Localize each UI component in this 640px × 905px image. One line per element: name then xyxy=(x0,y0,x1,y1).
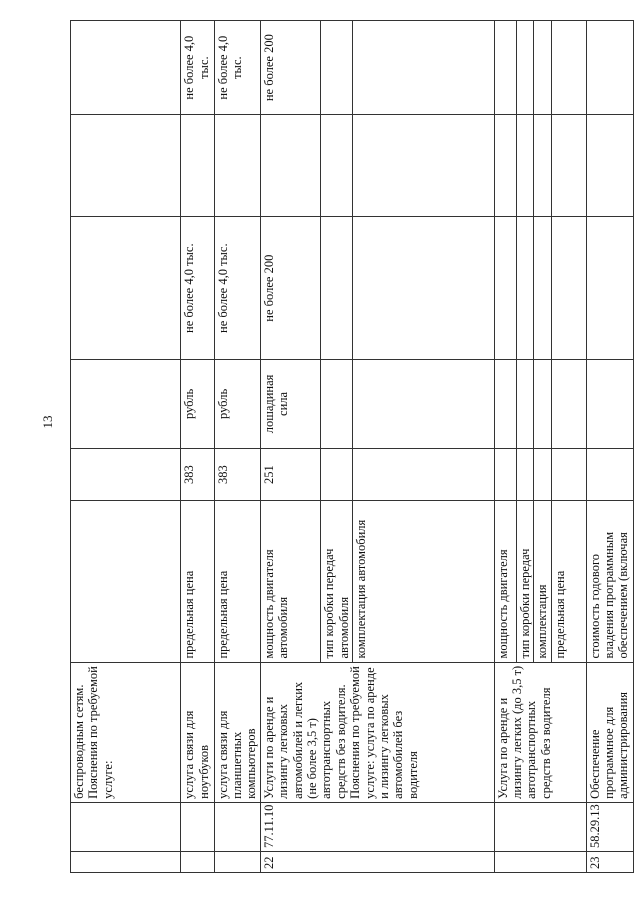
okpd-code-cell xyxy=(181,802,214,851)
row-number-cell: 22 xyxy=(260,851,494,872)
okei-code-cell xyxy=(353,449,495,501)
value-cell xyxy=(353,115,495,217)
row-number-cell: 23 xyxy=(586,851,633,872)
unit-cell xyxy=(494,359,516,448)
unit-cell xyxy=(551,359,586,448)
okei-code-cell xyxy=(321,449,353,501)
okpd-code-cell xyxy=(71,802,181,851)
value-cell xyxy=(494,21,516,115)
unit-cell xyxy=(353,359,495,448)
value-cell xyxy=(516,217,533,359)
characteristic-cell: предельная цена xyxy=(551,501,586,662)
value-cell xyxy=(551,115,586,217)
row-number-cell xyxy=(181,851,214,872)
value-cell xyxy=(586,21,633,115)
value-cell xyxy=(534,217,551,359)
value-cell xyxy=(516,115,533,217)
value-cell xyxy=(353,21,495,115)
unit-cell: лошадиная сила xyxy=(260,359,320,448)
value-cell: не более 4,0 тыс. xyxy=(181,21,214,115)
row-number-cell xyxy=(214,851,260,872)
procurement-requirements-table xyxy=(70,20,634,873)
value-cell xyxy=(551,21,586,115)
table-row xyxy=(260,21,320,873)
characteristic-cell: комплектация xyxy=(534,501,551,662)
unit-cell: рубль xyxy=(214,359,260,448)
row-number-cell xyxy=(71,851,181,872)
okei-code-cell xyxy=(516,449,533,501)
value-cell xyxy=(71,21,181,115)
table-row xyxy=(181,21,214,873)
table-row xyxy=(214,21,260,873)
rotated-table-container xyxy=(70,20,634,873)
item-name-cell: услуга связи для планшетных компьютеров xyxy=(214,662,260,802)
unit-cell xyxy=(534,359,551,448)
characteristic-cell: предельная цена xyxy=(181,501,214,662)
value-cell xyxy=(353,217,495,359)
okpd-code-cell: 77.11.10 xyxy=(260,802,494,851)
characteristic-cell: тип коробки передач xyxy=(516,501,533,662)
item-name-cell: Услуга по аренде и лизингу легких (до 3,5 т) автотранспортных средств без водителя xyxy=(494,662,586,802)
item-name-cell: Услуги по аренде и лизингу легковых автомобилей и легких (не более 3,5 т) автотранспортных средств без водителя. Пояснения по требуемой услуге: услуга по аренде и лизингу легковых автомобилей без водителя xyxy=(260,662,494,802)
characteristic-cell: комплектация автомобиля xyxy=(353,501,495,662)
okei-code-cell: 251 xyxy=(260,449,320,501)
item-name-cell: услуга связи для ноутбуков xyxy=(181,662,214,802)
value-cell xyxy=(516,21,533,115)
value-cell xyxy=(321,217,353,359)
value-cell xyxy=(214,115,260,217)
value-cell xyxy=(586,115,633,217)
value-cell xyxy=(534,21,551,115)
okei-code-cell xyxy=(71,449,181,501)
characteristic-cell xyxy=(71,501,181,662)
value-cell xyxy=(260,115,320,217)
value-cell xyxy=(71,115,181,217)
table-row xyxy=(494,21,516,873)
value-cell xyxy=(321,115,353,217)
characteristic-cell: тип коробки передач автомобиля xyxy=(321,501,353,662)
unit-cell xyxy=(71,359,181,448)
okei-code-cell: 383 xyxy=(214,449,260,501)
table-row xyxy=(71,21,181,873)
table-viewport xyxy=(70,20,634,873)
unit-cell: рубль xyxy=(181,359,214,448)
value-cell xyxy=(551,217,586,359)
unit-cell xyxy=(321,359,353,448)
value-cell xyxy=(494,217,516,359)
okpd-code-cell: 58.29.13 xyxy=(586,802,633,851)
value-cell: не более 4,0 тыс. xyxy=(181,217,214,359)
okpd-code-cell xyxy=(494,802,586,851)
characteristic-cell: мощность двигателя автомобиля xyxy=(260,501,320,662)
value-cell: не более 200 xyxy=(260,21,320,115)
okei-code-cell xyxy=(551,449,586,501)
page-number: 13 xyxy=(40,415,55,429)
unit-cell xyxy=(516,359,533,448)
okpd-code-cell xyxy=(214,802,260,851)
value-cell: не более 4,0 тыс. xyxy=(214,21,260,115)
okei-code-cell xyxy=(586,449,633,501)
value-cell: не более 200 xyxy=(260,217,320,359)
item-name-cell: Обеспечение программное для администрирования xyxy=(586,662,633,802)
row-number-cell xyxy=(494,851,586,872)
characteristic-cell: предельная цена xyxy=(214,501,260,662)
okei-code-cell: 383 xyxy=(181,449,214,501)
characteristic-cell: стоимость годового владения программным обеспечением (включая xyxy=(586,501,633,662)
value-cell xyxy=(181,115,214,217)
value-cell xyxy=(321,21,353,115)
okei-code-cell xyxy=(494,449,516,501)
value-cell xyxy=(534,115,551,217)
value-cell xyxy=(71,217,181,359)
value-cell: не более 4,0 тыс. xyxy=(214,217,260,359)
characteristic-cell: мощность двигателя xyxy=(494,501,516,662)
table-row xyxy=(586,21,633,873)
unit-cell xyxy=(586,359,633,448)
okei-code-cell xyxy=(534,449,551,501)
value-cell xyxy=(494,115,516,217)
value-cell xyxy=(586,217,633,359)
item-name-cell: беспроводным сетям. Пояснения по требуемой услуге: xyxy=(71,662,181,802)
